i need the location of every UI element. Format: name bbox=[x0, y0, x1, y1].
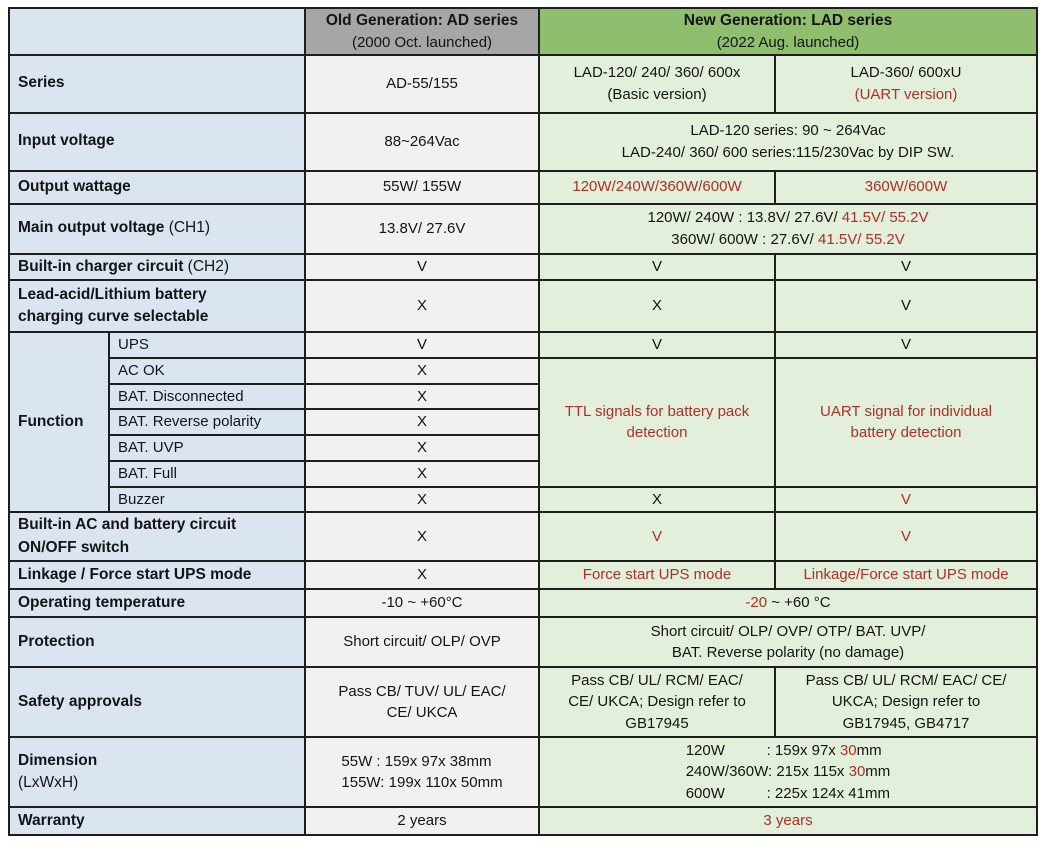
row-warranty bbox=[9, 807, 1037, 835]
row-series bbox=[9, 55, 1037, 113]
function-bat-uvp-label: BAT. UVP bbox=[109, 435, 305, 461]
function-bat-reverse-polarity-label: BAT. Reverse polarity bbox=[109, 409, 305, 435]
row-ac-battery-switch bbox=[9, 512, 1037, 561]
dimension-label: Dimension (LxWxH) bbox=[9, 737, 305, 807]
linkage-uart-value: Linkage/Force start UPS mode bbox=[775, 561, 1037, 589]
warranty-label: Warranty bbox=[9, 807, 305, 835]
function-ups-uart-value: V bbox=[775, 332, 1037, 358]
row-dimension bbox=[9, 737, 1037, 807]
protection-old-value: Short circuit/ OLP/ OVP bbox=[305, 617, 539, 667]
dimension-old-text: 55W : 159x 97x 38mm 155W: 199x 110x 50mm bbox=[341, 752, 503, 792]
header-row bbox=[9, 8, 1037, 55]
function-bat-uvp-old-value: X bbox=[305, 435, 539, 461]
function-ac-ok-label: AC OK bbox=[109, 358, 305, 384]
output-wattage-basic-value: 120W/240W/360W/600W bbox=[539, 171, 775, 204]
battery-curve-old-value: X bbox=[305, 280, 539, 332]
function-buzzer-basic-value: X bbox=[539, 487, 775, 513]
old-generation-header bbox=[305, 8, 539, 55]
dimension-new-text: 120W : 159x 97x 30mm 240W/360W: 215x 115x 30mm 600W : 225x 124x 41mm bbox=[685, 741, 891, 803]
row-output-wattage bbox=[9, 171, 1037, 204]
function-label: Function bbox=[9, 332, 109, 512]
main-output-voltage-old-value: 13.8V/ 27.6V bbox=[305, 204, 539, 254]
output-wattage-label: Output wattage bbox=[9, 171, 305, 204]
safety-approvals-old-value: Pass CB/ TUV/ UL/ EAC/ CE/ UKCA bbox=[305, 667, 539, 737]
function-buzzer-old-value: X bbox=[305, 487, 539, 513]
row-function-buzzer bbox=[9, 487, 1037, 513]
linkage-old-value: X bbox=[305, 561, 539, 589]
function-buzzer-label: Buzzer bbox=[109, 487, 305, 513]
ac-battery-switch-old-value: X bbox=[305, 512, 539, 561]
main-output-voltage-new-value: 120W/ 240W : 13.8V/ 27.6V/ 41.5V/ 55.2V 360W/ 600W : 27.6V/ 41.5V/ 55.2V bbox=[539, 204, 1037, 254]
ac-battery-switch-label: Built-in AC and battery circuit ON/OFF switch bbox=[9, 512, 305, 561]
battery-curve-label: Lead-acid/Lithium battery charging curve selectable bbox=[9, 280, 305, 332]
comparison-table bbox=[8, 7, 1038, 836]
ac-battery-switch-uart-value: V bbox=[775, 512, 1037, 561]
charger-circuit-basic-value: V bbox=[539, 254, 775, 280]
output-wattage-old-value: 55W/ 155W bbox=[305, 171, 539, 204]
old-generation-title: Old Generation: AD series bbox=[325, 12, 519, 29]
new-generation-subtitle: (2022 Aug. launched) bbox=[716, 33, 860, 51]
series-uart-value: LAD-360/ 600xU (UART version) bbox=[775, 55, 1037, 113]
row-protection bbox=[9, 617, 1037, 667]
ac-battery-switch-basic-value: V bbox=[539, 512, 775, 561]
corner-cell bbox=[9, 8, 305, 55]
function-bat-full-label: BAT. Full bbox=[109, 461, 305, 487]
row-battery-curve bbox=[9, 280, 1037, 332]
series-basic-value: LAD-120/ 240/ 360/ 600x (Basic version) bbox=[539, 55, 775, 113]
charger-circuit-label: Built-in charger circuit (CH2) bbox=[9, 254, 305, 280]
main-output-voltage-label: Main output voltage (CH1) bbox=[9, 204, 305, 254]
safety-approvals-label: Safety approvals bbox=[9, 667, 305, 737]
function-bat-reverse-polarity-old-value: X bbox=[305, 409, 539, 435]
row-main-output-voltage bbox=[9, 204, 1037, 254]
row-operating-temperature bbox=[9, 589, 1037, 617]
series-old-value: AD-55/155 bbox=[305, 55, 539, 113]
function-uart-merged-value: UART signal for individual battery detection bbox=[775, 358, 1037, 487]
battery-curve-uart-value: V bbox=[775, 280, 1037, 332]
operating-temperature-label: Operating temperature bbox=[9, 589, 305, 617]
row-linkage bbox=[9, 561, 1037, 589]
input-voltage-new-value: LAD-120 series: 90 ~ 264Vac LAD-240/ 360/ 600 series:115/230Vac by DIP SW. bbox=[539, 113, 1037, 171]
function-ups-old-value: V bbox=[305, 332, 539, 358]
operating-temperature-new-value: -20 ~ +60 °C bbox=[539, 589, 1037, 617]
operating-temperature-old-value: -10 ~ +60°C bbox=[305, 589, 539, 617]
warranty-old-value: 2 years bbox=[305, 807, 539, 835]
warranty-new-value: 3 years bbox=[539, 807, 1037, 835]
protection-new-value: Short circuit/ OLP/ OVP/ OTP/ BAT. UVP/ BAT. Reverse polarity (no damage) bbox=[539, 617, 1037, 667]
row-function-ac-ok bbox=[9, 358, 1037, 384]
new-generation-title: New Generation: LAD series bbox=[683, 12, 893, 29]
function-bat-disconnected-label: BAT. Disconnected bbox=[109, 384, 305, 410]
row-function-ups bbox=[9, 332, 1037, 358]
charger-circuit-old-value: V bbox=[305, 254, 539, 280]
safety-approvals-basic-value: Pass CB/ UL/ RCM/ EAC/ CE/ UKCA; Design refer to GB17945 bbox=[539, 667, 775, 737]
function-bat-full-old-value: X bbox=[305, 461, 539, 487]
linkage-label: Linkage / Force start UPS mode bbox=[9, 561, 305, 589]
output-wattage-uart-value: 360W/600W bbox=[775, 171, 1037, 204]
battery-curve-basic-value: X bbox=[539, 280, 775, 332]
old-generation-subtitle: (2000 Oct. launched) bbox=[351, 33, 493, 51]
dimension-old-value bbox=[305, 737, 539, 807]
function-buzzer-uart-value: V bbox=[775, 487, 1037, 513]
function-basic-merged-value: TTL signals for battery pack detection bbox=[539, 358, 775, 487]
function-ac-ok-old-value: X bbox=[305, 358, 539, 384]
row-input-voltage bbox=[9, 113, 1037, 171]
input-voltage-old-value: 88~264Vac bbox=[305, 113, 539, 171]
function-ups-basic-value: V bbox=[539, 332, 775, 358]
charger-circuit-uart-value: V bbox=[775, 254, 1037, 280]
series-label: Series bbox=[9, 55, 305, 113]
safety-approvals-uart-value: Pass CB/ UL/ RCM/ EAC/ CE/ UKCA; Design refer to GB17945, GB4717 bbox=[775, 667, 1037, 737]
input-voltage-label: Input voltage bbox=[9, 113, 305, 171]
protection-label: Protection bbox=[9, 617, 305, 667]
linkage-basic-value: Force start UPS mode bbox=[539, 561, 775, 589]
function-bat-disconnected-old-value: X bbox=[305, 384, 539, 410]
dimension-new-value bbox=[539, 737, 1037, 807]
row-safety-approvals bbox=[9, 667, 1037, 737]
row-charger-circuit bbox=[9, 254, 1037, 280]
new-generation-header bbox=[539, 8, 1037, 55]
function-ups-label: UPS bbox=[109, 332, 305, 358]
